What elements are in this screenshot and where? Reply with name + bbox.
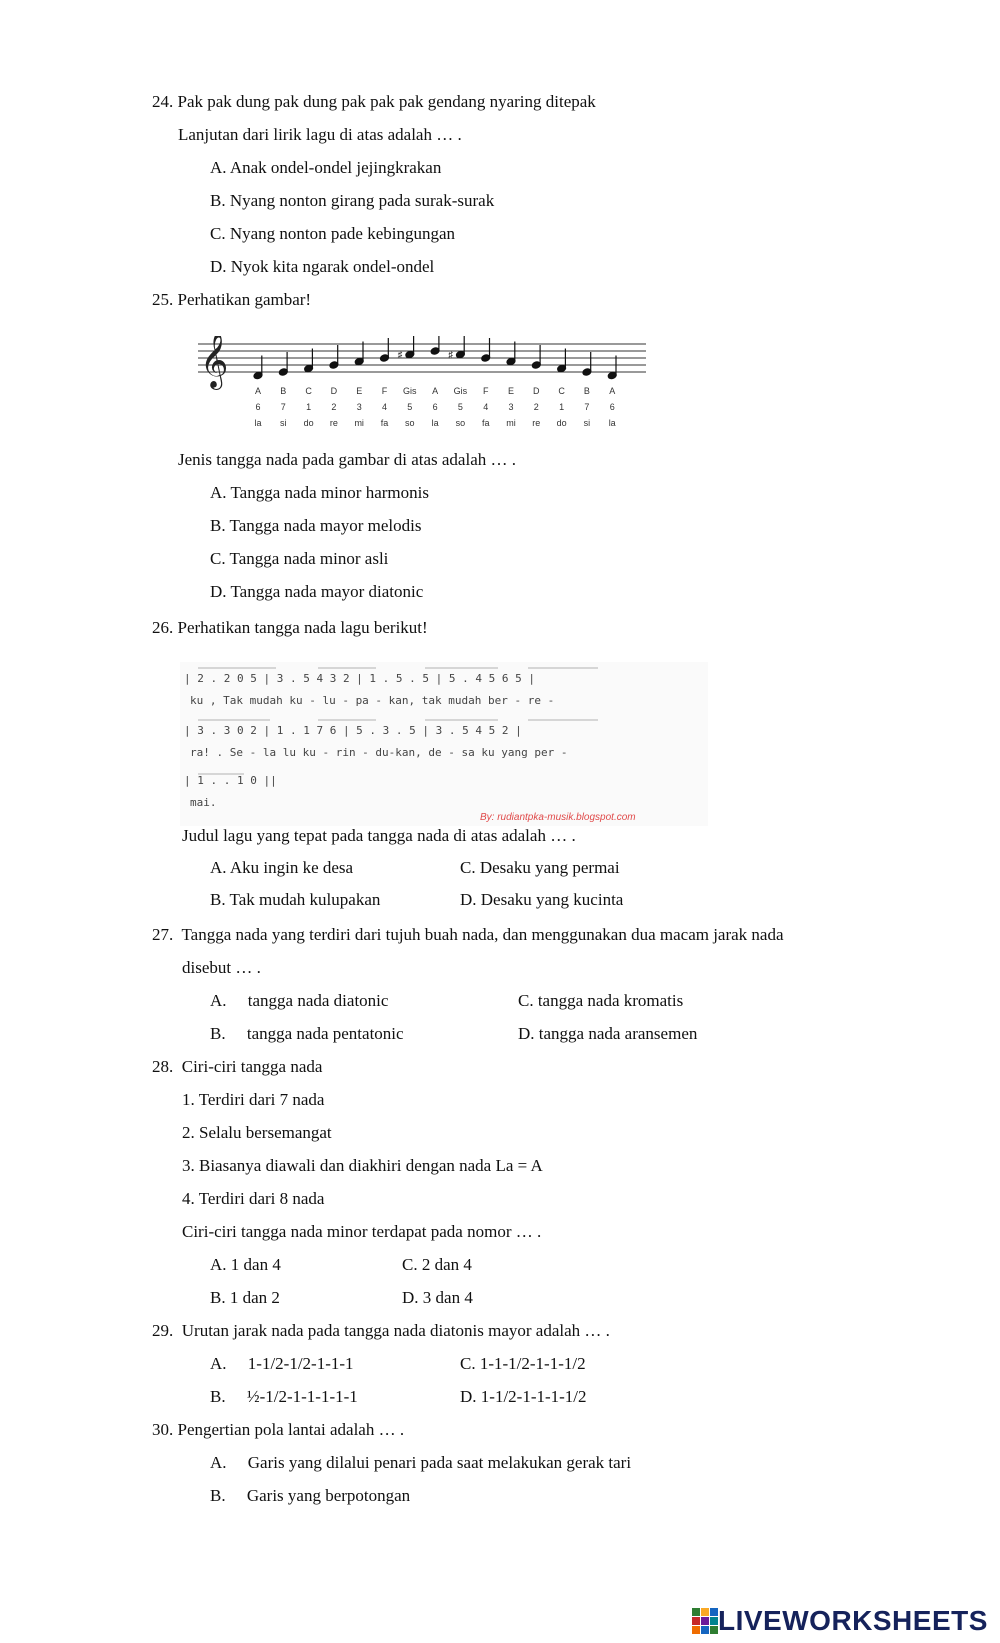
scale-letter: E [507, 386, 515, 396]
score-row-1-lyrics: ku , Tak mudah ku - lu - pa - kan, tak mudah ber - re - [190, 694, 555, 707]
q25-prompt: Jenis tangga nada pada gambar di atas adalah … . [178, 450, 516, 469]
q29-option-c[interactable]: C. 1-1-1/2-1-1-1/2 [460, 1354, 586, 1373]
q29-option-d[interactable]: D. 1-1/2-1-1-1-1/2 [460, 1387, 587, 1406]
scale-number: 2 [331, 402, 337, 412]
q26-prompt: Judul lagu yang tepat pada tangga nada di atas adalah … . [182, 826, 576, 845]
scale-number: 4 [483, 402, 489, 412]
q28-stem: 28. Ciri-ciri tangga nada [152, 1057, 323, 1076]
q25-stem: 25. Perhatikan gambar! [152, 290, 312, 309]
scale-solfege: do [556, 418, 567, 428]
q26-option-d[interactable]: D. Desaku yang kucinta [460, 890, 624, 909]
scale-letter: A [609, 386, 616, 396]
score-row-3-lyrics: mai. [190, 796, 217, 809]
q27-option-b[interactable]: B. tangga nada pentatonic [210, 1024, 404, 1043]
liveworksheets-brand: LIVEWORKSHEETS [718, 1605, 988, 1636]
score-row-1-notes: | 2 . 2 0 5 | 3 . 5 4 3 2 | 1 . 5 . 5 | 5 . 4 5 6 5 | [184, 672, 535, 685]
score-credit: By: rudiantpka-musik.blogspot.com [480, 812, 636, 823]
q28-item-4: 4. Terdiri dari 8 nada [182, 1189, 325, 1208]
q24-stem: 24. Pak pak dung pak dung pak pak pak gendang nyaring ditepak [152, 92, 596, 111]
scale-number: 3 [508, 402, 514, 412]
q25-option-d[interactable]: D. Tangga nada mayor diatonic [210, 582, 424, 601]
scale-solfege: re [532, 418, 541, 428]
scale-staff-image [198, 336, 646, 440]
q25-option-b[interactable]: B. Tangga nada mayor melodis [210, 516, 422, 535]
q29-stem: 29. Urutan jarak nada pada tangga nada diatonis mayor adalah … . [152, 1321, 610, 1340]
scale-letter: Gis [453, 386, 468, 396]
sharp-icon: ♯ [448, 349, 453, 360]
treble-clef-icon: 𝄞 [200, 336, 229, 388]
sharp-icon: ♯ [397, 349, 403, 360]
scale-solfege: la [254, 418, 262, 428]
scale-solfege: la [431, 418, 439, 428]
scale-solfege: mi [354, 418, 364, 428]
scale-number: 5 [457, 402, 463, 412]
q24-option-a[interactable]: A. Anak ondel-ondel jejingkrakan [210, 158, 442, 177]
q29-option-b[interactable]: B. ½-1/2-1-1-1-1-1 [210, 1387, 358, 1406]
q30-option-a[interactable]: A. Garis yang dilalui penari pada saat melakukan gerak tari [210, 1453, 632, 1472]
score-row-3-notes: | 1 . . 1 0 || [184, 774, 277, 787]
scale-letter: C [305, 386, 312, 396]
q26-stem: 26. Perhatikan tangga nada lagu berikut! [152, 618, 428, 637]
scale-letter: B [583, 386, 590, 396]
q29-option-a[interactable]: A. 1-1/2-1/2-1-1-1 [210, 1354, 354, 1373]
scale-number: 6 [432, 402, 438, 412]
q27-stem: 27. Tangga nada yang terdiri dari tujuh buah nada, dan menggunakan dua macam jarak nada [152, 925, 784, 944]
q28-item-3: 3. Biasanya diawali dan diakhiri dengan nada La = A [182, 1156, 543, 1175]
scale-number: 2 [533, 402, 539, 412]
scale-number: 1 [559, 402, 565, 412]
scale-solfege: si [583, 418, 591, 428]
scale-letter: E [356, 386, 363, 396]
q25-option-c[interactable]: C. Tangga nada minor asli [210, 549, 389, 568]
q26-option-b[interactable]: B. Tak mudah kulupakan [210, 890, 381, 909]
scale-number: 6 [255, 402, 261, 412]
scale-letter: D [330, 386, 338, 396]
scale-number: 5 [407, 402, 413, 412]
scale-letter: A [254, 386, 262, 396]
q28-option-d[interactable]: D. 3 dan 4 [402, 1288, 473, 1307]
scale-number: 1 [306, 402, 312, 412]
q27-option-d[interactable]: D. tangga nada aransemen [518, 1024, 698, 1043]
q27-option-c[interactable]: C. tangga nada kromatis [518, 991, 684, 1010]
scale-letter: C [558, 386, 565, 396]
q30-option-b[interactable]: B. Garis yang berpotongan [210, 1486, 411, 1505]
scale-letter: B [280, 386, 287, 396]
q28-item-1: 1. Terdiri dari 7 nada [182, 1090, 325, 1109]
scale-number: 6 [609, 402, 615, 412]
score-row-2-notes: | 3 . 3 0 2 | 1 . 1 7 6 | 5 . 3 . 5 | 3 . 5 4 5 2 | [184, 724, 522, 737]
scale-solfege: do [303, 418, 314, 428]
scale-number: 4 [381, 402, 388, 412]
q25-option-a[interactable]: A. Tangga nada minor harmonis [210, 483, 429, 502]
q30-stem: 30. Pengertian pola lantai adalah … . [152, 1420, 405, 1439]
scale-number: 7 [280, 402, 286, 412]
q28-option-b[interactable]: B. 1 dan 2 [210, 1288, 280, 1307]
q26-option-a[interactable]: A. Aku ingin ke desa [210, 858, 354, 877]
scale-solfege: mi [506, 418, 516, 428]
q24-prompt: Lanjutan dari lirik lagu di atas adalah … . [178, 125, 462, 144]
score-row-2-lyrics: ra! . Se - la lu ku - rin - du-kan, de - sa ku yang per - [190, 746, 568, 759]
scale-letter: Gis [403, 386, 417, 396]
scale-letter: F [381, 386, 388, 396]
scale-solfege: re [329, 418, 338, 428]
scale-solfege: so [455, 418, 466, 428]
q28-item-2: 2. Selalu bersemangat [182, 1123, 332, 1142]
scale-solfege: si [280, 418, 287, 428]
q27-stem-cont: disebut … . [182, 958, 261, 977]
song-notation-image [180, 662, 708, 826]
scale-solfege: fa [380, 418, 389, 428]
liveworksheets-logo [692, 1606, 988, 1636]
q24-option-d[interactable]: D. Nyok kita ngarak ondel-ondel [210, 257, 435, 276]
q24-option-b[interactable]: B. Nyang nonton girang pada surak-surak [210, 191, 495, 210]
q28-prompt: Ciri-ciri tangga nada minor terdapat pada nomor … . [182, 1222, 542, 1241]
scale-letter: A [432, 386, 439, 396]
scale-letter: F [482, 386, 489, 396]
q26-option-c[interactable]: C. Desaku yang permai [460, 858, 620, 877]
q28-option-c[interactable]: C. 2 dan 4 [402, 1255, 472, 1274]
q27-option-a[interactable]: A. tangga nada diatonic [210, 991, 389, 1010]
scale-solfege: so [405, 418, 415, 428]
scale-solfege: la [608, 418, 616, 428]
scale-number: 3 [356, 402, 362, 412]
q24-option-c[interactable]: C. Nyang nonton pade kebingungan [210, 224, 456, 243]
scale-letter: D [533, 386, 540, 396]
liveworksheets-logo-icon [692, 1608, 718, 1634]
scale-number: 7 [584, 402, 590, 412]
scale-solfege: fa [481, 418, 490, 428]
q28-option-a[interactable]: A. 1 dan 4 [210, 1255, 281, 1274]
